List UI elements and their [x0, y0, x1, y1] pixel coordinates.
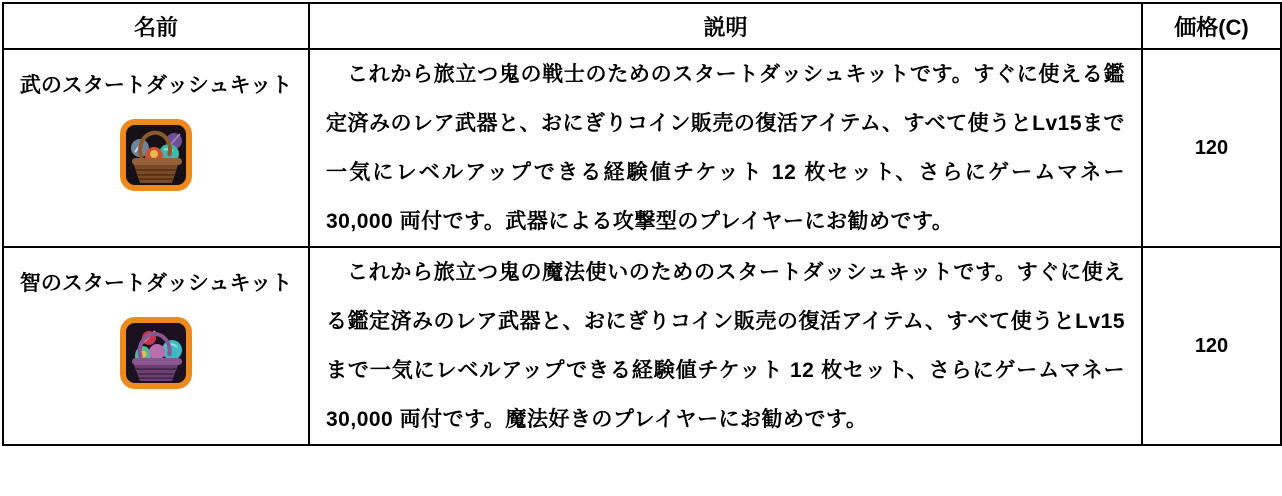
item-description: これから旅立つ鬼の魔法使いのためのスタートダッシュキットです。すぐに使える鑑定済みのレア武器と、おにぎりコイン販売の復活アイテム、すべて使うとLv15まで一気にレベルアップできる経験値チケット 12 枚セット、さらにゲームマネー30,000 両付です。魔法好きのプレイヤーにお勧めです。 [309, 247, 1142, 445]
item-name: 智のスタートダッシュキット [19, 272, 293, 295]
item-shop-table [2, 2, 1282, 446]
weapon-kit-basket-icon [119, 118, 193, 192]
table-row [3, 247, 1281, 445]
table-header-row [3, 3, 1281, 49]
header-description: 説明 [309, 3, 1142, 49]
table-row [3, 49, 1281, 247]
item-price: 120 [1142, 49, 1281, 247]
item-name: 武のスタートダッシュキット [19, 74, 293, 97]
item-name-cell [3, 49, 309, 247]
header-name: 名前 [3, 3, 309, 49]
item-description: これから旅立つ鬼の戦士のためのスタートダッシュキットです。すぐに使える鑑定済みのレア武器と、おにぎりコイン販売の復活アイテム、すべて使うとLv15まで一気にレベルアップできる経験値チケット 12 枚セット、さらにゲームマネー30,000 両付です。武器による攻撃型のプレイヤーにお勧めです。 [309, 49, 1142, 247]
magic-kit-basket-icon [119, 316, 193, 390]
header-price: 価格(C) [1142, 3, 1281, 49]
item-price: 120 [1142, 247, 1281, 445]
item-name-cell [3, 247, 309, 445]
